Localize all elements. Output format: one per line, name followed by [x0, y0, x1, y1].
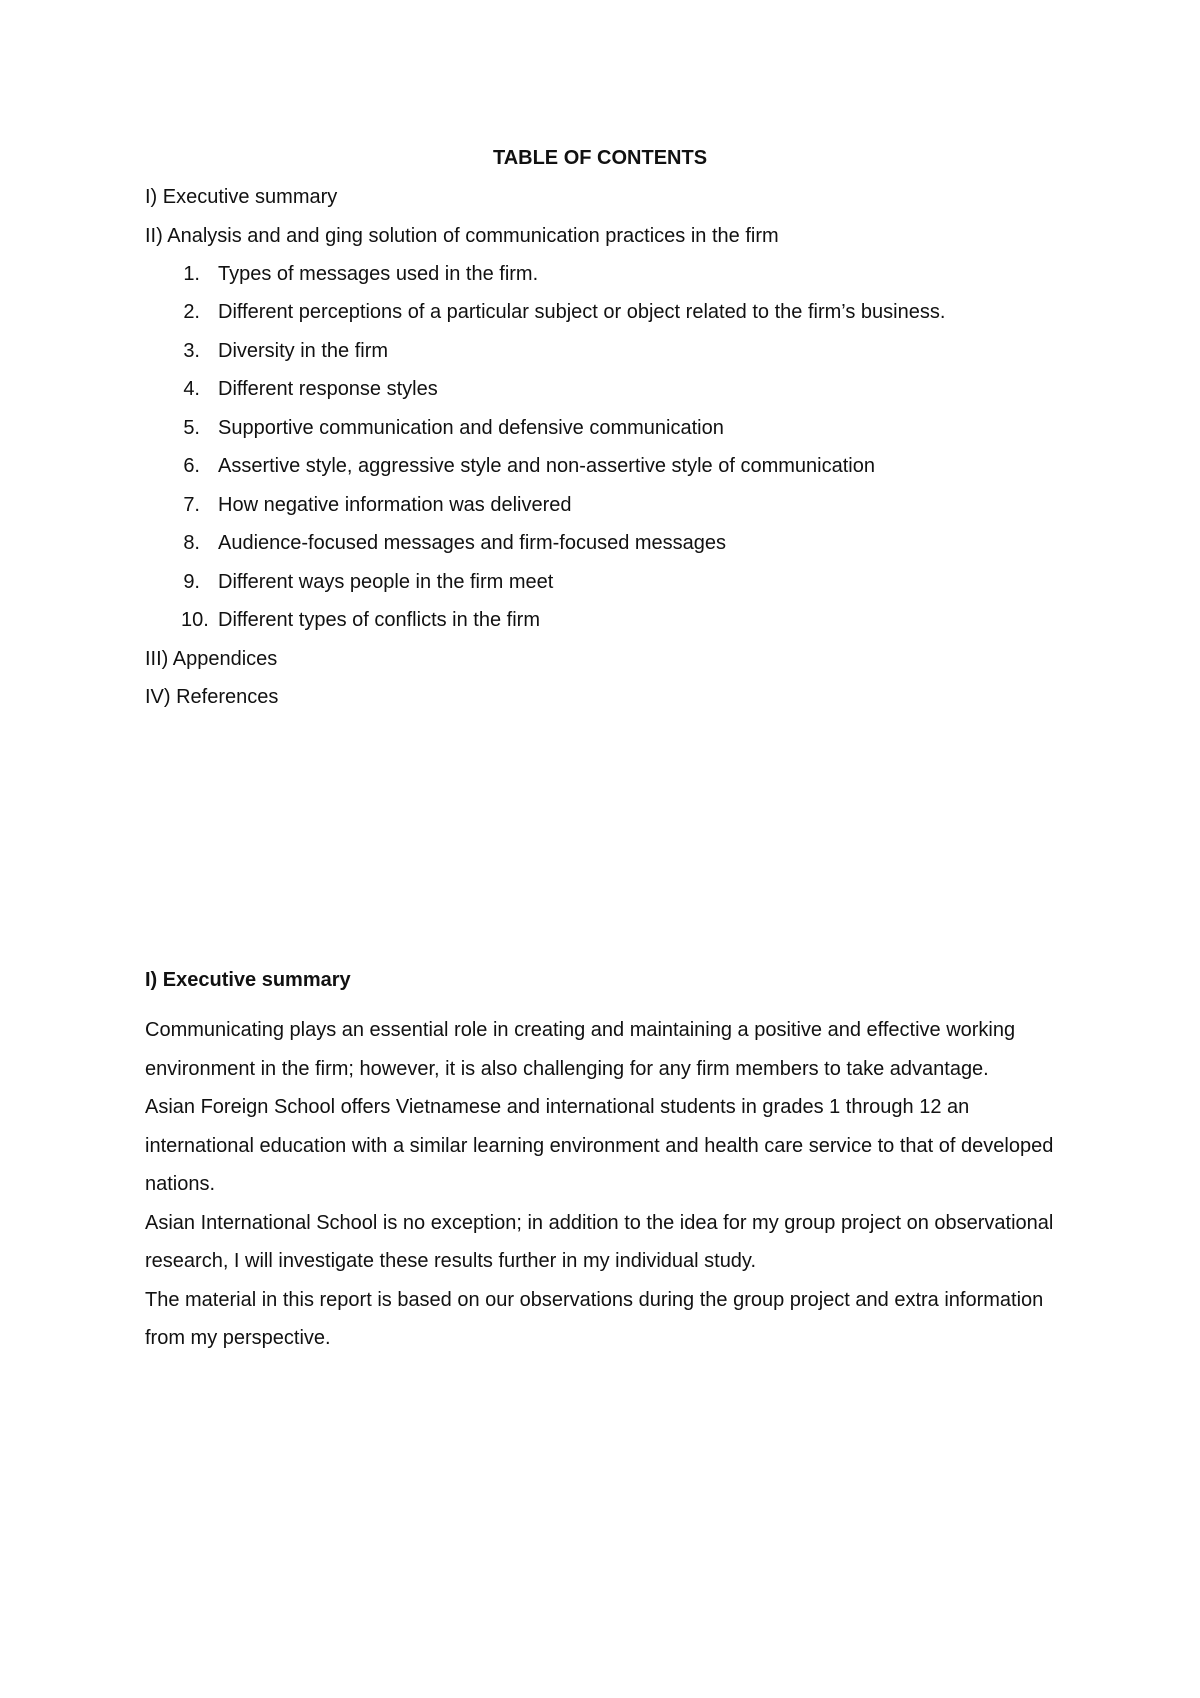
- toc-item-text: Different ways people in the firm meet: [218, 571, 554, 593]
- toc-item-text: Types of messages used in the firm.: [218, 263, 539, 285]
- toc-section-appendices: III) Appendices: [145, 648, 278, 670]
- toc-section-executive-summary: I) Executive summary: [145, 186, 338, 208]
- executive-summary-body: [145, 1011, 1075, 1358]
- toc-item-number: 4.: [183, 378, 200, 400]
- toc-section-references: IV) References: [145, 686, 279, 708]
- toc-item-number: 7.: [183, 494, 200, 516]
- toc-item-number: 9.: [183, 571, 200, 593]
- summary-paragraph: Asian International School is no exception; in addition to the idea for my group project on observational research, I will investigate these results further in my individual study.: [145, 1211, 1054, 1272]
- toc-title: TABLE OF CONTENTS: [492, 147, 708, 169]
- toc-item-text: Different types of conflicts in the firm: [218, 609, 540, 631]
- toc-item-text: Audience-focused messages and firm-focused messages: [218, 532, 727, 554]
- toc-item-text: Different perceptions of a particular subject or object related to the firm’s business.: [218, 301, 946, 323]
- toc-item-number: 1.: [183, 263, 200, 285]
- toc-item-text: Assertive style, aggressive style and non-assertive style of communication: [218, 455, 875, 477]
- toc-item-text: How negative information was delivered: [218, 494, 572, 516]
- toc-item-number: 8.: [183, 532, 200, 554]
- toc-item-number: 3.: [183, 340, 200, 362]
- executive-summary-heading: I) Executive summary: [145, 969, 351, 991]
- toc-item-number: 5.: [183, 417, 200, 439]
- toc-item-number: 6.: [183, 455, 200, 477]
- summary-paragraph: Asian Foreign School offers Vietnamese and international students in grades 1 through 12 an international education with a similar learning environment and health care service to that of developed nations.: [145, 1096, 1054, 1195]
- toc-section-analysis: II) Analysis and and ging solution of communication practices in the firm: [145, 225, 779, 247]
- summary-paragraph: Communicating plays an essential role in creating and maintaining a positive and effective working environment in the firm; however, it is also challenging for any firm members to take advantage.: [145, 1019, 1016, 1080]
- toc-item-text: Different response styles: [218, 378, 438, 400]
- toc-item-text: Diversity in the firm: [218, 340, 389, 362]
- toc-item-number: 2.: [183, 301, 200, 323]
- summary-paragraph: The material in this report is based on our observations during the group project and extra information from my perspective.: [145, 1288, 1044, 1349]
- toc-item-text: Supportive communication and defensive communication: [218, 417, 724, 439]
- toc-item-number: 10.: [181, 609, 209, 631]
